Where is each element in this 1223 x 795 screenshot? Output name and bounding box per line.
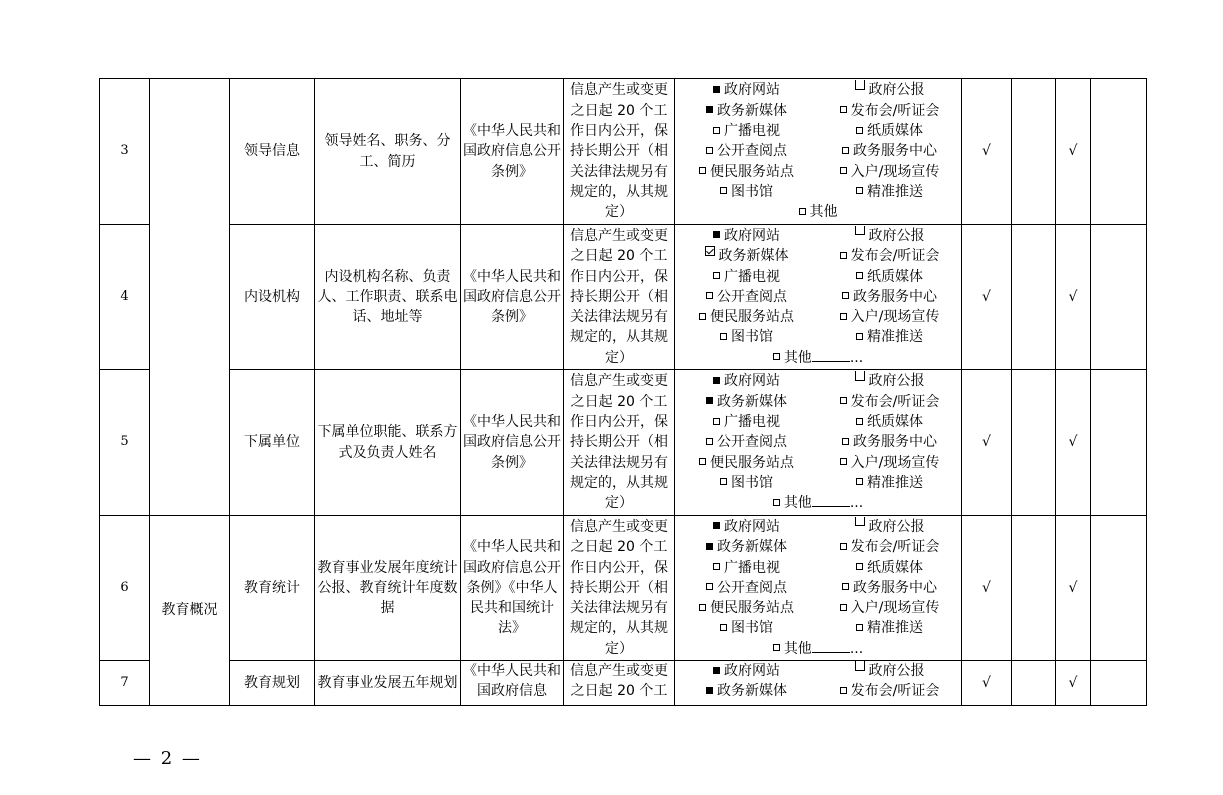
checkbox-empty-icon xyxy=(840,313,847,320)
channel-household: 入户/现场宣传 xyxy=(850,309,940,326)
checkbox-empty-icon xyxy=(840,106,847,113)
checkbox-filled-icon xyxy=(713,667,720,674)
channel-cell xyxy=(675,516,962,661)
channel-household: 入户/现场宣传 xyxy=(850,454,940,471)
channel-cell xyxy=(675,661,962,706)
checkbox-empty-icon xyxy=(842,292,849,299)
content-cell xyxy=(315,516,461,661)
checkbox-empty-icon xyxy=(856,272,863,279)
channel-list: 政府网站 政府公报 政务新媒体 发布会/听证会 广播电视 纸质媒体 公开查阅点 政务服务中心 便民服务站点 入户/现场宣传 图书馆 精准推送 其他 ... xyxy=(675,226,961,368)
checkbox-empty-icon xyxy=(840,604,847,611)
checkbox-empty-icon xyxy=(840,167,847,174)
row-number: 7 xyxy=(100,661,150,706)
checkbox-empty-icon xyxy=(856,478,863,485)
check-mark: √ xyxy=(1056,516,1091,661)
table-row xyxy=(100,661,1147,706)
checkbox-checked-icon xyxy=(705,246,715,256)
checkbox-empty-icon xyxy=(840,458,847,465)
channel-other: 其他 xyxy=(783,349,812,366)
channel-paper: 纸质媒体 xyxy=(867,414,923,431)
checkbox-empty-icon xyxy=(856,563,863,570)
empty-cell xyxy=(1091,225,1147,370)
channel-gazette: 政府公报 xyxy=(868,373,925,390)
channel-paper: 纸质媒体 xyxy=(867,123,923,140)
check-mark: √ xyxy=(1056,225,1091,370)
basis-text: 《中华人民共和国政府信息公开条例》 xyxy=(463,268,561,326)
channel-gov-site: 政府网站 xyxy=(724,373,780,390)
checkbox-empty-icon xyxy=(699,167,706,174)
time-cell xyxy=(564,225,675,370)
channel-push: 精准推送 xyxy=(867,183,923,200)
checkbox-filled-icon xyxy=(706,543,713,550)
channel-gazette: 政府公报 xyxy=(868,663,925,679)
basis-cell xyxy=(461,516,564,661)
checkbox-empty-icon xyxy=(720,478,727,485)
channel-library: 图书馆 xyxy=(731,474,773,491)
channel-service-station: 便民服务站点 xyxy=(710,163,794,180)
channel-radio-tv: 广播电视 xyxy=(724,559,780,576)
item-cell: 下属单位 xyxy=(230,370,315,516)
checkbox-empty-icon xyxy=(713,127,720,134)
channel-list xyxy=(675,80,961,222)
checkbox-filled-icon xyxy=(713,522,720,529)
checkbox-filled-icon xyxy=(713,377,720,384)
checkbox-filled-icon xyxy=(706,106,713,113)
time-cell xyxy=(564,79,675,225)
channel-cell xyxy=(675,79,962,225)
fill-in-blank xyxy=(812,640,850,653)
channel-service-center: 政务服务中心 xyxy=(853,288,937,305)
row-number: 4 xyxy=(100,225,150,370)
checkbox-empty-icon xyxy=(720,624,727,631)
page-number: — 2 — xyxy=(133,748,202,769)
channel-other: 其他 xyxy=(809,204,838,221)
channel-gov-site: 政府网站 xyxy=(724,663,780,679)
checkbox-empty-icon xyxy=(699,604,706,611)
content-cell xyxy=(315,370,461,516)
channel-household: 入户/现场宣传 xyxy=(850,163,940,180)
checkbox-empty-icon xyxy=(720,333,727,340)
time-text: 信息产生或变更之日起 20 个工作日内公开，保持长期公开（相关法律法规另有规定的，从其规定） xyxy=(570,518,668,657)
checkbox-empty-icon xyxy=(842,583,849,590)
checkbox-empty-icon xyxy=(799,208,806,215)
channel-press: 发布会/听证会 xyxy=(850,539,940,556)
checkbox-empty-icon xyxy=(713,418,720,425)
channel-service-station: 便民服务站点 xyxy=(710,309,794,326)
item-cell: 领导信息 xyxy=(230,79,315,225)
channel-service-center: 政务服务中心 xyxy=(853,579,937,596)
time-cell xyxy=(564,370,675,516)
empty-cell xyxy=(1012,225,1056,370)
checkbox-empty-icon xyxy=(773,353,780,360)
channel-gov-site: 政府网站 xyxy=(724,82,780,99)
content-text: 教育事业发展年度统计公报、教育统计年度数据 xyxy=(317,559,458,617)
channel-service-center: 政务服务中心 xyxy=(853,434,937,451)
channel-radio-tv: 广播电视 xyxy=(724,414,780,431)
basis-text: 《中华人民共和国政府信息公开条例》 xyxy=(463,123,561,180)
checkbox-empty-icon xyxy=(856,624,863,631)
channel-query-point: 公开查阅点 xyxy=(717,143,787,160)
empty-cell xyxy=(1012,370,1056,516)
checkbox-filled-icon xyxy=(706,687,713,694)
content-text: 领导姓名、职务、分工、简历 xyxy=(324,133,451,170)
category-cell xyxy=(150,79,230,516)
checkbox-empty-icon xyxy=(855,80,865,90)
channel-library: 图书馆 xyxy=(731,329,773,346)
content-cell xyxy=(315,661,461,706)
checkbox-filled-icon xyxy=(706,397,713,404)
time-cell xyxy=(564,516,675,661)
channel-list: 政府网站 政府公报 政务新媒体 发布会/听证会 广播电视 纸质媒体 公开查阅点 政务服务中心 便民服务站点 入户/现场宣传 图书馆 精准推送 其他 ... xyxy=(675,517,961,659)
channel-service-station: 便民服务站点 xyxy=(710,600,794,617)
channel-gazette: 政府公报 xyxy=(868,518,925,535)
checkbox-empty-icon xyxy=(706,147,713,154)
time-cell xyxy=(564,661,675,706)
empty-cell xyxy=(1091,661,1147,706)
channel-query-point: 公开查阅点 xyxy=(717,579,787,596)
channel-new-media: 政务新媒体 xyxy=(718,248,789,265)
table-row xyxy=(100,516,1147,661)
channel-library: 图书馆 xyxy=(731,183,773,200)
checkbox-empty-icon xyxy=(840,397,847,404)
check-mark: √ xyxy=(1056,661,1091,706)
check-mark: √ xyxy=(962,370,1012,516)
table-row xyxy=(100,79,1147,225)
fill-in-blank xyxy=(812,494,850,507)
check-mark: √ xyxy=(962,225,1012,370)
channel-gov-site: 政府网站 xyxy=(724,227,780,244)
channel-query-point: 公开查阅点 xyxy=(717,288,787,305)
checkbox-empty-icon xyxy=(699,313,706,320)
channel-press: 发布会/听证会 xyxy=(850,683,940,700)
channel-radio-tv: 广播电视 xyxy=(724,123,780,140)
basis-cell xyxy=(461,370,564,516)
checkbox-empty-icon xyxy=(773,499,780,506)
checkbox-empty-icon xyxy=(855,371,865,381)
empty-cell xyxy=(1091,516,1147,661)
check-mark: √ xyxy=(962,516,1012,661)
empty-cell xyxy=(1012,661,1056,706)
checkbox-empty-icon xyxy=(856,187,863,194)
checkbox-empty-icon xyxy=(855,517,865,527)
channel-push: 精准推送 xyxy=(867,620,923,637)
channel-paper: 纸质媒体 xyxy=(867,268,923,285)
channel-press: 发布会/听证会 xyxy=(850,248,940,265)
fill-in-blank xyxy=(812,349,850,362)
channel-list xyxy=(675,661,961,702)
check-mark: √ xyxy=(1056,370,1091,516)
item-cell: 内设机构 xyxy=(230,225,315,370)
empty-cell xyxy=(1091,79,1147,225)
checkbox-empty-icon xyxy=(842,147,849,154)
checkbox-empty-icon xyxy=(706,583,713,590)
channel-press: 发布会/听证会 xyxy=(850,102,940,119)
time-text: 信息产生或变更之日起 20 个工作日内公开，保持长期公开（相关法律法规另有规定的，从其规定） xyxy=(570,82,668,221)
content-text: 教育事业发展五年规划 xyxy=(317,674,458,691)
channel-service-center: 政务服务中心 xyxy=(853,143,937,160)
content-text: 内设机构名称、负责人、工作职责、联系电话、地址等 xyxy=(317,268,458,326)
checkbox-empty-icon xyxy=(706,438,713,445)
channel-new-media: 政务新媒体 xyxy=(717,683,787,700)
table-row xyxy=(100,370,1147,516)
checkbox-empty-icon xyxy=(713,272,720,279)
row-number: 5 xyxy=(100,370,150,516)
checkbox-empty-icon xyxy=(706,292,713,299)
checkbox-empty-icon xyxy=(855,226,865,236)
checkbox-empty-icon xyxy=(856,333,863,340)
channel-query-point: 公开查阅点 xyxy=(717,434,787,451)
content-text: 下属单位职能、联系方式及负责人姓名 xyxy=(317,424,458,461)
channel-gov-site: 政府网站 xyxy=(724,518,780,535)
check-mark: √ xyxy=(1056,79,1091,225)
channel-press: 发布会/听证会 xyxy=(850,393,940,410)
content-cell xyxy=(315,79,461,225)
channel-gazette: 政府公报 xyxy=(868,227,925,244)
channel-paper: 纸质媒体 xyxy=(867,559,923,576)
checkbox-empty-icon xyxy=(773,644,780,651)
item-cell: 教育规划 xyxy=(230,661,315,706)
table-row xyxy=(100,225,1147,370)
empty-cell xyxy=(1012,516,1056,661)
checkbox-empty-icon xyxy=(856,418,863,425)
channel-other: 其他 xyxy=(783,495,812,512)
content-cell xyxy=(315,225,461,370)
channel-new-media: 政务新媒体 xyxy=(717,393,787,410)
basis-cell xyxy=(461,79,564,225)
checkbox-empty-icon xyxy=(840,543,847,550)
channel-list: 政府网站 政府公报 政务新媒体 发布会/听证会 广播电视 纸质媒体 公开查阅点 政务服务中心 便民服务站点 入户/现场宣传 图书馆 精准推送 其他 ... xyxy=(675,371,961,513)
empty-cell xyxy=(1012,79,1056,225)
empty-cell xyxy=(1091,370,1147,516)
check-mark: √ xyxy=(962,79,1012,225)
disclosure-table xyxy=(99,78,1147,706)
channel-gazette: 政府公报 xyxy=(868,82,925,99)
item-cell: 教育统计 xyxy=(230,516,315,661)
time-text: 信息产生或变更之日起 20 个工作日内公开，保持长期公开（相关法律法规另有规定的，从其规定） xyxy=(570,227,668,366)
time-text: 信息产生或变更之日起 20 个工作日内公开，保持长期公开（相关法律法规另有规定的，从其规定） xyxy=(570,373,668,512)
row-number: 6 xyxy=(100,516,150,661)
checkbox-empty-icon xyxy=(842,438,849,445)
basis-text: 《中华人民共和国政府信息公开条例》 xyxy=(463,414,561,471)
basis-text: 《中华人民共和国政府信息公开条例》《中华人民共和国统计法》 xyxy=(463,539,561,637)
channel-push: 精准推送 xyxy=(867,329,923,346)
channel-new-media: 政务新媒体 xyxy=(717,102,787,119)
time-text: 信息产生或变更之日起 20 个工 xyxy=(570,663,668,700)
channel-new-media: 政务新媒体 xyxy=(717,539,787,556)
channel-push: 精准推送 xyxy=(867,474,923,491)
category-cell: 教育概况 xyxy=(150,516,230,706)
basis-text: 《中华人民共和国政府信息 xyxy=(463,663,561,700)
checkbox-empty-icon xyxy=(699,458,706,465)
checkbox-empty-icon xyxy=(840,687,847,694)
checkbox-empty-icon xyxy=(856,127,863,134)
channel-other: 其他 xyxy=(783,640,812,657)
channel-service-station: 便民服务站点 xyxy=(710,454,794,471)
row-number: 3 xyxy=(100,79,150,225)
channel-household: 入户/现场宣传 xyxy=(850,600,940,617)
checkbox-empty-icon xyxy=(855,661,865,671)
checkbox-filled-icon xyxy=(713,231,720,238)
channel-cell xyxy=(675,370,962,516)
basis-cell xyxy=(461,225,564,370)
checkbox-empty-icon xyxy=(713,563,720,570)
channel-library: 图书馆 xyxy=(731,620,773,637)
checkbox-empty-icon xyxy=(840,252,847,259)
checkbox-empty-icon xyxy=(720,187,727,194)
basis-cell xyxy=(461,661,564,706)
channel-cell xyxy=(675,225,962,370)
checkbox-filled-icon xyxy=(713,86,720,93)
channel-radio-tv: 广播电视 xyxy=(724,268,780,285)
check-mark: √ xyxy=(962,661,1012,706)
